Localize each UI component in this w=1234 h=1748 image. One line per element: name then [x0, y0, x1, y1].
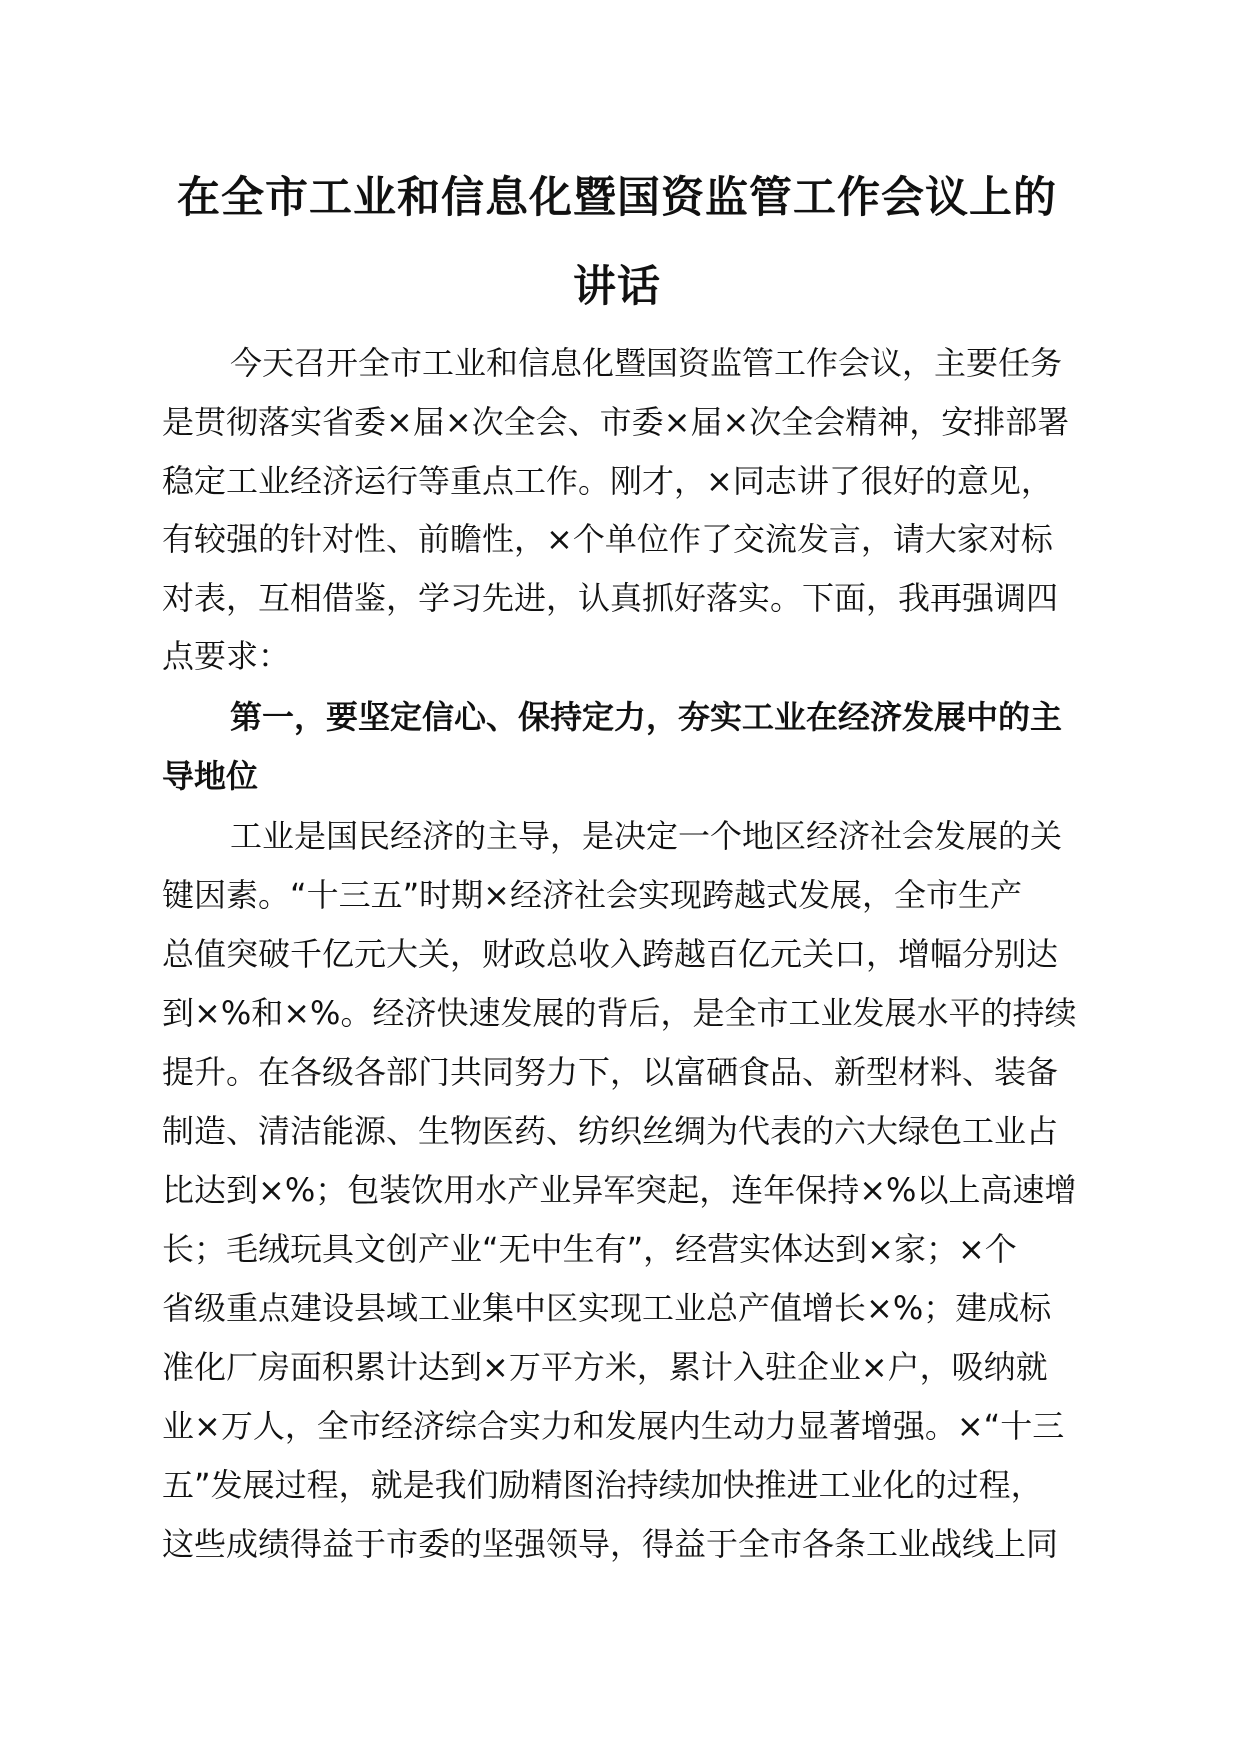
body-line-12: 到×%和×%。经济快速发展的背后，是全市工业发展水平的持续 — [162, 994, 1077, 1032]
body-line-4: 有较强的针对性、前瞻性，×个单位作了交流发言，请大家对标 — [162, 520, 1053, 558]
section-heading-line-1: 第一，要坚定信心、保持定力，夯实工业在经济发展中的主 — [230, 698, 1063, 736]
body-line-5: 对表，互相借鉴，学习先进，认真抓好落实。下面，我再强调四 — [162, 579, 1059, 617]
body-line-6: 点要求： — [162, 637, 291, 675]
body-line-15: 比达到×%；包装饮用水产业异军突起，连年保持×%以上高速增 — [162, 1171, 1077, 1209]
body-line-3: 稳定工业经济运行等重点工作。刚才，×同志讲了很好的意见， — [162, 462, 1053, 500]
body-line-13: 提升。在各级各部门共同努力下，以富硒食品、新型材料、装备 — [162, 1053, 1059, 1091]
body-line-14: 制造、清洁能源、生物医药、纺织丝绸为代表的六大绿色工业占 — [162, 1112, 1059, 1150]
body-line-16: 长；毛绒玩具文创产业“无中生有”，经营实体达到×家；×个 — [162, 1230, 1017, 1268]
body-line-1: 今天召开全市工业和信息化暨国资监管工作会议，主要任务 — [230, 344, 1063, 382]
document-title-line-2: 讲话 — [573, 262, 661, 312]
body-line-2: 是贯彻落实省委×届×次全会、市委×届×次全会精神，安排部署 — [162, 403, 1070, 441]
body-line-11: 总值突破千亿元大关，财政总收入跨越百亿元关口，增幅分别达 — [162, 935, 1059, 973]
section-heading-line-2: 导地位 — [162, 757, 259, 795]
body-line-19: 业×万人，全市经济综合实力和发展内生动力显著增强。×“十三 — [162, 1407, 1065, 1445]
document-title-line-1: 在全市工业和信息化暨国资监管工作会议上的 — [177, 173, 1057, 223]
body-line-21: 这些成绩得益于市委的坚强领导，得益于全市各条工业战线上同 — [162, 1525, 1059, 1563]
body-line-10: 键因素。“十三五”时期×经济社会实现跨越式发展，全市生产 — [162, 876, 1022, 914]
body-line-20: 五”发展过程，就是我们励精图治持续加快推进工业化的过程， — [162, 1466, 1043, 1504]
body-line-17: 省级重点建设县域工业集中区实现工业总产值增长×%；建成标 — [162, 1289, 1052, 1327]
body-line-9: 工业是国民经济的主导，是决定一个地区经济社会发展的关 — [230, 817, 1063, 855]
body-line-18: 准化厂房面积累计达到×万平方米，累计入驻企业×户，吸纳就 — [162, 1348, 1048, 1386]
